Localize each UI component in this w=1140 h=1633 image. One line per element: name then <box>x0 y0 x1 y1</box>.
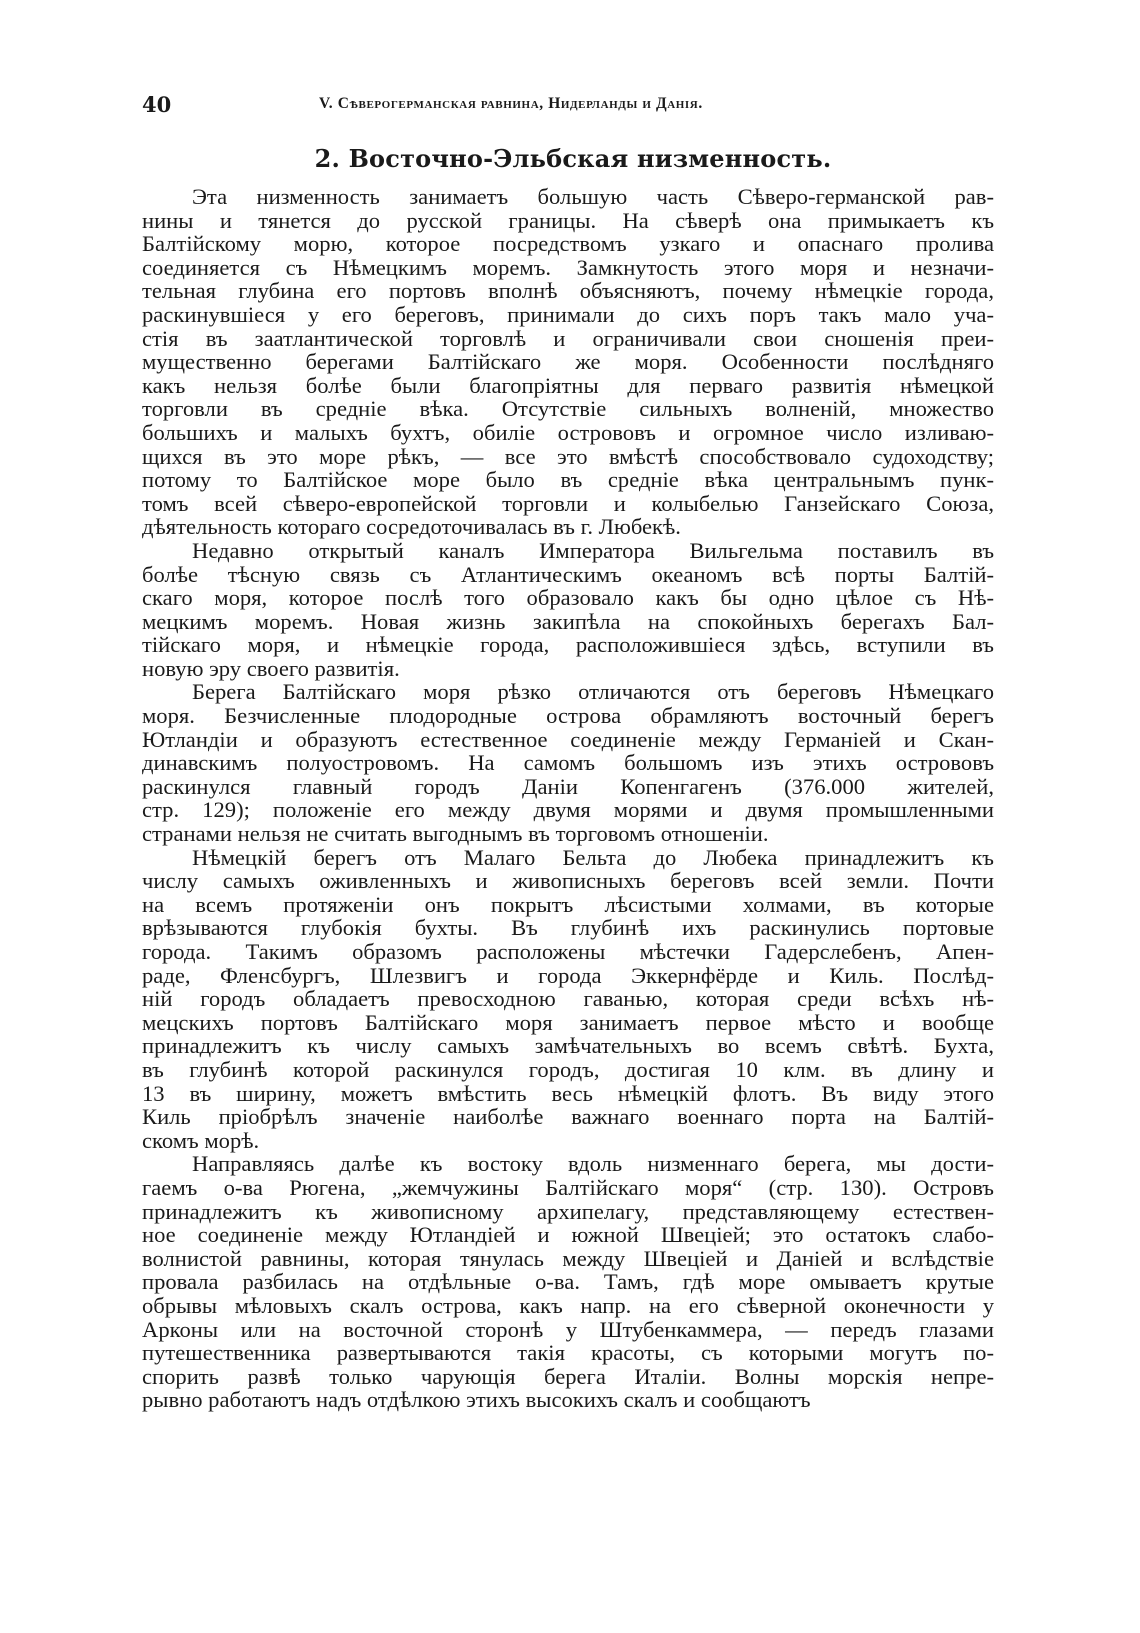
text-line: числу самыхъ оживленныхъ и живописныхъ береговъ всей земли. Почти <box>142 868 994 894</box>
text-line: волнистой равнины, которая тянулась между Швеціей и Даніей и вслѣдствіе <box>142 1245 994 1271</box>
text-line: скомъ морѣ. <box>142 1127 260 1153</box>
text-line: новую эру своего развитія. <box>142 655 400 681</box>
text-line: стр. 129); положеніе его между двумя морями и двумя промышленными <box>142 797 994 823</box>
text-line: обрывы мѣловыхъ скалъ острова, какъ напр. на его сѣверной оконечности у <box>142 1292 994 1318</box>
text-line: торговли въ средніе вѣка. Отсутствіе сильныхъ волненій, множество <box>142 396 994 422</box>
text-line: какъ нельзя болѣе были благопріятны для перваго развитія нѣмецкой <box>142 372 994 398</box>
text-line: ное соединеніе между Ютландіей и южной Швеціей; это остатокъ слабо- <box>142 1222 994 1248</box>
text-line: тельная глубина его портовъ вполнѣ объясняютъ, почему нѣмецкіе города, <box>142 278 994 304</box>
text-line: Арконы или на восточной сторонѣ у Штубенкаммера, — передъ глазами <box>142 1316 994 1342</box>
paragraph <box>142 846 994 1153</box>
paragraph <box>142 680 994 845</box>
text-line: раскинувшіеся у его береговъ, принимали до сихъ поръ такъ мало уча- <box>142 301 994 327</box>
text-line: тійскаго моря, и нѣмецкіе города, расположившіеся здѣсь, вступили въ <box>142 632 994 658</box>
text-line: врѣзываются глубокія бухты. Въ глубинѣ ихъ раскинулись портовые <box>142 915 994 941</box>
text-line: мущественно берегами Балтійскаго же моря. Особенности послѣдняго <box>142 349 994 375</box>
text-line: динавскимъ полуостровомъ. На самомъ большомъ изъ этихъ острововъ <box>142 750 994 776</box>
text-line: на всемъ протяженіи онъ покрытъ лѣсистыми холмами, въ которые <box>142 891 994 917</box>
text-line: принадлежитъ къ числу самыхъ замѣчательныхъ во всемъ свѣтѣ. Бухта, <box>142 1033 994 1059</box>
text-line: скаго моря, которое послѣ того образовало какъ бы одно цѣлое съ Нѣ- <box>142 585 994 611</box>
text-line: Берега Балтійскаго моря рѣзко отличаются отъ береговъ Нѣмецкаго <box>192 679 994 705</box>
text-line: Недавно открытый каналъ Императора Вильгельма поставилъ въ <box>192 537 994 563</box>
text-line: соединяется съ Нѣмецкимъ моремъ. Замкнутость этого моря и незначи- <box>142 254 994 280</box>
running-header: V. Сѣверогерманская равнина, Нидерланды и Данія. <box>319 95 703 112</box>
text-line: большихъ и малыхъ бухтъ, обиліе острововъ и огромное число изливаю- <box>142 419 994 445</box>
body-text <box>142 185 994 1412</box>
text-line: странами нельзя не считать выгоднымъ въ торговомъ отношеніи. <box>142 821 769 847</box>
text-line: города. Такимъ образомъ расположены мѣстечки Гадерслебенъ, Апен- <box>142 939 994 964</box>
book-page <box>142 92 994 1412</box>
text-line: потому то Балтійское море было въ средніе вѣка центральнымъ пунк- <box>142 467 994 493</box>
text-line: нины и тянется до русской границы. На сѣверѣ она примыкаетъ къ <box>142 207 994 233</box>
paragraph <box>142 539 994 681</box>
text-line: рывно работаютъ надъ отдѣлкою этихъ высокихъ скалъ и сообщаютъ <box>142 1387 811 1413</box>
page-number: 40 <box>142 92 172 117</box>
text-line: раде, Фленсбургъ, Шлезвигъ и города Эккернфёрде и Киль. Послѣд- <box>142 962 994 988</box>
text-line: щихся въ это море рѣкъ, — все это вмѣстѣ способствовало судоходству; <box>142 443 994 469</box>
text-line: болѣе тѣсную связь съ Атлантическимъ океаномъ всѣ порты Балтій- <box>142 561 994 587</box>
text-line: томъ всей сѣверо-европейской торговли и колыбелью Ганзейскаго Союза, <box>142 490 994 516</box>
text-line: Ютландіи и образуютъ естественное соединеніе между Германіей и Скан- <box>142 726 994 752</box>
section-title: 2. Восточно-Эльбская низменность. <box>314 144 832 173</box>
text-line: Киль пріобрѣлъ значеніе наиболѣе важнаго военнаго порта на Балтій- <box>142 1104 994 1130</box>
text-line: Эта низменность занимаетъ большую часть Сѣверо-германской рав- <box>192 184 994 209</box>
paragraph <box>142 1152 994 1412</box>
text-line: мецскихъ портовъ Балтійскаго моря занимаетъ первое мѣсто и вообще <box>142 1009 994 1035</box>
text-line: мецкимъ моремъ. Новая жизнь закипѣла на спокойныхъ берегахъ Бал- <box>142 608 994 634</box>
text-line: Направляясь далѣе къ востоку вдоль низменнаго берега, мы дости- <box>192 1151 994 1177</box>
text-line: моря. Безчисленные плодородные острова обрамляютъ восточный берегъ <box>142 703 994 729</box>
text-line: раскинулся главный городъ Даніи Копенгагенъ (376.000 жителей, <box>142 773 994 799</box>
text-line: стія въ заатлантической торговлѣ и ограничивали свои сношенія преи- <box>142 325 994 351</box>
running-head <box>142 92 994 120</box>
text-line: въ глубинѣ которой раскинулся городъ, достигая 10 клм. въ длину и <box>142 1056 994 1082</box>
text-line: путешественника развертываются такія красоты, съ которыми могутъ по- <box>142 1340 994 1366</box>
text-line: дѣятельность котораго сосредоточивалась въ г. Любекѣ. <box>142 514 681 540</box>
paragraph <box>142 185 994 539</box>
text-line: гаемъ о-ва Рюгена, „жемчужины Балтійскаго моря“ (стр. 130). Островъ <box>142 1174 994 1200</box>
text-line: принадлежитъ къ живописному архипелагу, представляющему естествен- <box>142 1198 994 1224</box>
text-line: Балтійскому морю, которое посредствомъ узкаго и опаснаго пролива <box>142 231 994 257</box>
text-line: ній городъ обладаетъ превосходною гаванью, которая среди всѣхъ нѣ- <box>142 986 994 1012</box>
text-line: провала разбилась на отдѣльные о-ва. Тамъ, гдѣ море омываетъ крутые <box>142 1269 994 1295</box>
text-line: 13 въ ширину, можетъ вмѣстить весь нѣмецкій флотъ. Въ виду этого <box>142 1080 994 1106</box>
text-line: Нѣмецкій берегъ отъ Малаго Бельта до Любека принадлежитъ къ <box>192 844 994 870</box>
text-line: спорить развѣ только чарующія берега Италіи. Волны морскія непре- <box>142 1363 994 1389</box>
